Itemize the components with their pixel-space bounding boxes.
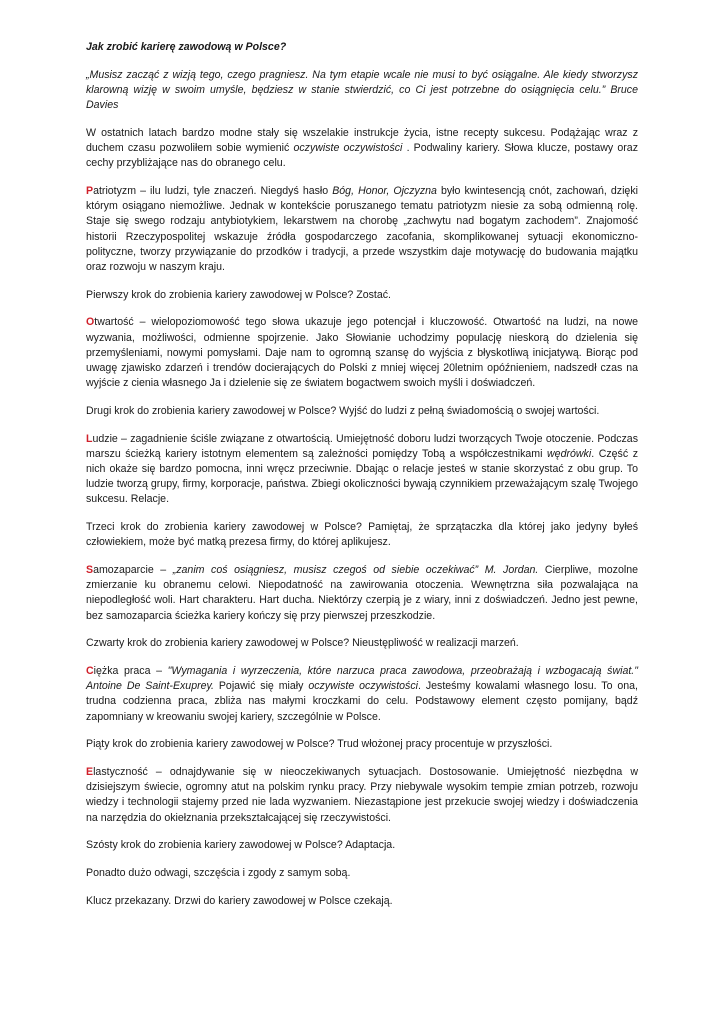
paragraph-otwartosc [86, 315, 638, 391]
paragraph-samozaparcie [86, 563, 638, 624]
paragraph-emphasis: oczywiste oczywistości [308, 680, 419, 693]
paragraph-text: lastyczność – odnajdywanie się w nieoczekiwanych sytuacjach. Dostosowanie. Umiejętność niezbędna w dzisiejszym świecie, ogromny atut na polskim rynku pracy. Przy niebywale wysokim tempie zmian potrzeb, rozwoju wiedzy i technologii stajemy przed nie lada wyzwaniem. Niezastąpione jest przekucie swojej wiedzy i doświadczenia na narzędzia do okiełznania przekształcającej się rzeczywistości. [86, 766, 638, 824]
step-2: Drugi krok do zrobienia kariery zawodowej w Polsce? Wyjść do ludzi z pełną świadomością o swojej wartości. [86, 404, 600, 417]
initial-letter-e: E [86, 766, 94, 779]
paragraph-text: twartość – wielopoziomowość tego słowa ukazuje jego potencjał i kluczowość. Otwartość na ludzi, na nowe wyzwania, możliwości, odmienne spojrzenie. Jako Słowianie uchodzimy populację nieskorą do dzielenia się przemyśleniami, nowymi pomysłami. Daje nam to ogromną szansę do wyjścia z błyskotliwą inicjatywą. Biorąc pod uwagę zjawisko zdarzeń i trendów docierających do Polski z mniej więcej 20letnim opóźnieniem, nadszedł czas na wyjście z cienia własnego Ja i dzielenie się ze światem bogactwem swoich myśli i doświadczeń. [86, 316, 638, 390]
step-3: Trzeci krok do zrobienia kariery zawodowej w Polsce? Pamiętaj, że sprzątaczka dla której jako jedyny byłeś człowiekiem, może być matką prezesa firmy, do której aplikujesz. [86, 521, 638, 549]
paragraph-text: iężka praca – [93, 665, 168, 677]
initial-letter-o: O [86, 316, 95, 329]
document-title: Jak zrobić karierę zawodową w Polsce? [86, 41, 287, 53]
document-page [86, 40, 638, 921]
step-6: Szósty krok do zrobienia kariery zawodowej w Polsce? Adaptacja. [86, 839, 396, 852]
closing-line-2: Klucz przekazany. Drzwi do kariery zawodowej w Polsce czekają. [86, 894, 393, 907]
step-1: Pierwszy krok do zrobienia kariery zawodowej w Polsce? Zostać. [86, 288, 391, 301]
paragraph-ludzie [86, 432, 638, 508]
intro-paragraph [86, 126, 638, 172]
step-4: Czwarty krok do zrobienia kariery zawodowej w Polsce? Nieustępliwość w realizacji marzeń. [86, 637, 519, 650]
initial-letter-l: L [86, 432, 93, 445]
step-5: Piąty krok do zrobienia kariery zawodowej w Polsce? Trud włożonej pracy procentuje w przyszłości. [86, 738, 553, 751]
initial-letter-s: S [86, 563, 94, 576]
initial-letter-c: C [86, 665, 94, 677]
initial-letter-p: P [86, 184, 94, 197]
closing-line-1: Ponadto dużo odwagi, szczęścia i zgody z samym sobą. [86, 867, 351, 880]
paragraph-text: . Jesteśmy kowalami własnego losu. To ona, trudna codzienna praca, zbliża nas małymi kroczkami do celu. Podstawowy element często pomijany, bądź zapomniany w kreowaniu swojej kariery, szczególnie w Polsce. [86, 680, 638, 723]
paragraph-text: było kwintesencją cnót, zachowań, dzięki którym osiągano niemożliwe. Jednak w kontekście poruszanego tematu patriotyzm niesie za sobą odmienną rolę. Staje się swego rodzaju antybiotykiem, lekarstwem na chorobę „zachwytu nad bogatym zachodem”. Znajomość historii Rzeczypospolitej wskazuje źródła gospodarczego zacofania, skomplikowanej sytuacji ekonomiczno-polityczne, tworzy przywiązanie do przodków i tradycji, a przede wszystkim daje motywację do budowania majątku oraz rozwoju w naszym kraju. [86, 184, 638, 273]
paragraph-emphasis: Bóg, Honor, Ojczyzna [332, 184, 437, 197]
paragraph-patriotyzm [86, 184, 638, 275]
paragraph-emphasis: "Wymagania i wyrzeczenia, które narzuca praca zawodowa, przeobrażają i wzbogacają świat." Antoine De Saint-Exuprey. [86, 665, 639, 693]
intro-emphasis: oczywiste oczywistości [293, 142, 403, 155]
paragraph-ciezka-praca [86, 664, 638, 725]
paragraph-emphasis: wędrówki [547, 447, 592, 460]
paragraph-emphasis: „zanim coś osiągniesz, musisz czegoś od siebie oczekiwać” M. Jordan. [172, 563, 539, 576]
paragraph-text: Pojawić się miały [213, 680, 309, 693]
opening-quote: „Musisz zacząć z wizją tego, czego pragniesz. Na tym etapie wcale nie musi to być osiągalne. Ale kiedy stworzysz klarowną wizję w swoim umyśle, będziesz w stanie stwierdzić, co Ci jest potrzebne do osiągnięcia celu.” Bruce Davies [86, 68, 638, 112]
intro-text-b: . Podwaliny kariery. Słowa klucze, postawy oraz cechy przybliżające nas do obranego celu. [86, 142, 638, 170]
paragraph-text: udzie – zagadnienie ściśle związane z otwartością. Umiejętność doboru ludzi tworzących Twoje otoczenie. Podczas marszu ścieżką kariery istotnym elementem są zależności pomiędzy Tobą a współczestnikami [86, 432, 638, 460]
paragraph-text: amozaparcie – [93, 563, 173, 576]
paragraph-text: Cierpliwe, mozolne zmierzanie ku obranemu celowi. Niepodatność na zawirowania otoczenia. Wewnętrzna siła pozwalająca na niepodległość woli. Hart charakteru. Hart ducha. Niektórzy czerpią je z wiary, inni z doświadczeń. Jedno jest pewne, bez samozaparcia ścieżka kariery kończy się przy pierwszej przeszkodzie. [86, 563, 639, 622]
paragraph-elastycznosc [86, 765, 638, 826]
intro-text-a: W ostatnich latach bardzo modne stały się wszelakie instrukcje życia, istne recepty sukcesu. Podążając wraz z duchem czasu pozwoliłem sobie wymienić [86, 126, 638, 155]
paragraph-text: . Część z nich okaże się bardzo pomocna, inni wręcz przeciwnie. Dbając o relacje jesteś w stanie skorzystać z obu grup. To ludzie tworzą grupy, firmy, korporacje, państwa. Zbiegi okoliczności bywają czynnikiem przeważającym szalę Twojego sukcesu. Relacje. [86, 447, 638, 506]
paragraph-text: atriotyzm – ilu ludzi, tyle znaczeń. Niegdyś hasło [93, 184, 333, 197]
